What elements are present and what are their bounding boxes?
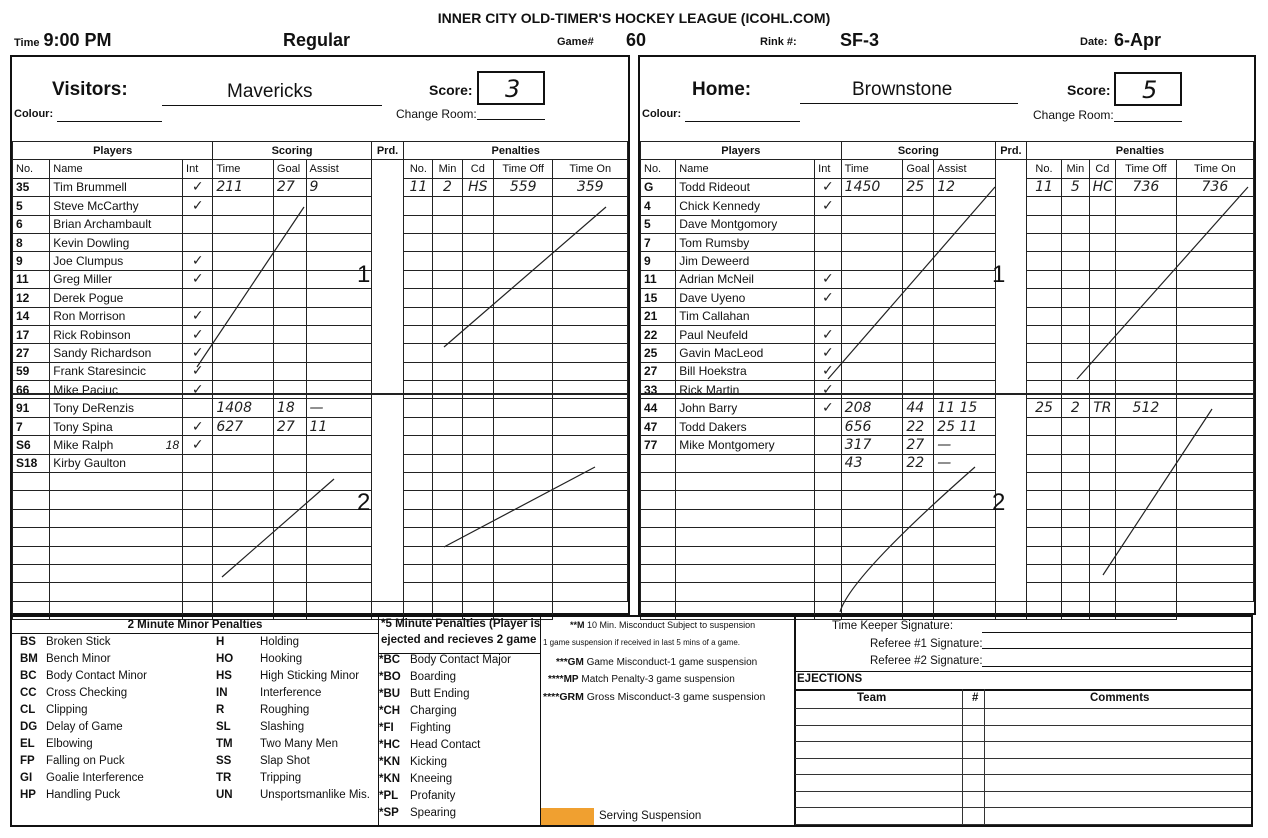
minor-right-desc: Tripping <box>260 772 302 784</box>
player-name: Dave Montgomory <box>676 215 815 233</box>
grm-desc: Gross Misconduct-3 game suspension <box>586 691 766 703</box>
player-int: ✓ <box>183 436 213 454</box>
player-int: ✓ <box>183 252 213 270</box>
goal-assist: 25 11 <box>934 417 996 435</box>
goal-time: 208 <box>841 399 903 417</box>
minor-right-code: TR <box>216 772 232 784</box>
major-code: *FI <box>379 722 394 734</box>
scoring-header: Scoring <box>213 142 371 160</box>
misconduct-m <box>570 620 755 630</box>
minor-left-desc: Body Contact Minor <box>46 670 147 682</box>
major-code: *HC <box>379 739 401 751</box>
player-int: ✓ <box>183 344 213 362</box>
penalty-min: 2 <box>433 178 462 196</box>
player-int: ✓ <box>183 197 213 215</box>
player-no: 4 <box>641 197 676 215</box>
player-no: 15 <box>641 289 676 307</box>
col-no: No. <box>13 160 50 178</box>
minor-right-desc: Unsportsmanlike Mis. <box>260 789 370 801</box>
home-void-strokes <box>640 57 1254 613</box>
col-int: Int <box>183 160 213 178</box>
legend-divider-2 <box>540 617 541 825</box>
col-pno: No. <box>404 160 433 178</box>
player-name: Gavin MacLeod <box>676 344 815 362</box>
player-int: ✓ <box>815 197 841 215</box>
player-no: 14 <box>13 307 50 325</box>
player-int: ✓ <box>815 270 841 288</box>
player-int: ✓ <box>815 362 841 380</box>
scoring-header: Scoring <box>841 142 995 160</box>
major-code: *BU <box>379 688 401 700</box>
player-int: ✓ <box>183 178 213 196</box>
misconduct-m-code: **M <box>570 620 585 630</box>
player-no: G <box>641 178 676 196</box>
prd-header: Prd. <box>995 142 1026 160</box>
col-time-on: Time On <box>1176 160 1253 178</box>
home-score-label: Score: <box>1067 82 1111 98</box>
player-no: S6 <box>13 436 50 454</box>
player-int: ✓ <box>815 344 841 362</box>
goal-time: 1408 <box>213 399 274 417</box>
minor-right-code: H <box>216 636 225 648</box>
goal-time: 317 <box>841 436 903 454</box>
major-code: *KN <box>379 756 401 768</box>
minor-right-desc: Interference <box>260 687 322 699</box>
minor-right-code: UN <box>216 789 233 801</box>
gm-desc: Game Misconduct-1 game suspension <box>586 657 758 668</box>
timekeeper-label: Time Keeper Signature: <box>832 620 954 632</box>
player-name: Dave Uyeno <box>676 289 815 307</box>
col-pno: No. <box>1026 160 1061 178</box>
goal-assist: 11 <box>306 417 371 435</box>
gm-code: ***GM <box>556 657 584 668</box>
col-time-on: Time On <box>553 160 628 178</box>
ejections-header-rule <box>795 689 1251 691</box>
player-name: Todd Dakers <box>676 417 815 435</box>
visitors-panel <box>10 55 630 615</box>
col-time-off: Time Off <box>1116 160 1177 178</box>
player-int: ✓ <box>815 289 841 307</box>
player-name: Rick Robinson <box>50 325 183 343</box>
ejection-col-line <box>984 689 985 825</box>
penalty-min: 5 <box>1062 178 1090 196</box>
mp-row <box>548 674 735 685</box>
visitors-score-label: Score: <box>429 82 473 98</box>
time-value: 9:00 PM <box>43 30 112 50</box>
serving-suspension-label: Serving Suspension <box>599 810 702 822</box>
major-desc: Charging <box>410 705 457 717</box>
minor-right-desc: Roughing <box>260 704 310 716</box>
major-code: *PL <box>379 790 399 802</box>
col-time: Time <box>841 160 903 178</box>
time-label: Time <box>14 37 40 49</box>
ejection-row-line <box>795 741 1251 742</box>
minor-right-code: TM <box>216 738 233 750</box>
player-no: 11 <box>13 270 50 288</box>
goal-time: 627 <box>213 417 274 435</box>
goal-assist: — <box>934 454 996 472</box>
major-desc: Butt Ending <box>410 688 470 700</box>
player-int: ✓ <box>183 417 213 435</box>
rink-value: SF-3 <box>840 30 880 50</box>
prd-header: Prd. <box>371 142 404 160</box>
mp-desc: Match Penalty-3 game suspension <box>581 674 735 685</box>
player-no: 9 <box>641 252 676 270</box>
gm-row <box>556 657 757 668</box>
mp-code: ****MP <box>548 674 579 685</box>
player-name: Adrian McNeil <box>676 270 815 288</box>
home-colour-label: Colour: <box>642 108 682 120</box>
grm-code: ****GRM <box>543 691 584 703</box>
player-no: 25 <box>641 344 676 362</box>
player-name: Jim Deweerd <box>676 252 815 270</box>
minor-left-desc: Elbowing <box>46 738 93 750</box>
player-name: Paul Neufeld <box>676 325 815 343</box>
penalty-no: 11 <box>404 178 433 196</box>
minor-right-code: IN <box>216 687 228 699</box>
minor-right-code: SS <box>216 755 232 767</box>
player-no: 21 <box>641 307 676 325</box>
goal-time: 43 <box>841 454 903 472</box>
minor-left-code: BS <box>20 636 36 648</box>
major-desc: Profanity <box>410 790 456 802</box>
ej-comments-header: Comments <box>1090 692 1150 704</box>
col-goal: Goal <box>903 160 934 178</box>
minor-left-code: BC <box>20 670 37 682</box>
player-name: Mike Paciuc <box>50 381 183 399</box>
goal-time: 656 <box>841 417 903 435</box>
player-name: Tony Spina <box>50 417 183 435</box>
minor-left-desc: Clipping <box>46 704 88 716</box>
player-name: Mike Montgomery <box>676 436 815 454</box>
minor-left-desc: Falling on Puck <box>46 755 125 767</box>
player-name: Chick Kennedy <box>676 197 815 215</box>
goal-scorer: 25 <box>903 178 934 196</box>
goal-assist: 11 15 <box>934 399 996 417</box>
player-int: ✓ <box>183 381 213 399</box>
player-name: Tim Callahan <box>676 307 815 325</box>
penalties-header: Penalties <box>404 142 628 160</box>
player-int: ✓ <box>183 325 213 343</box>
goal-scorer: 22 <box>903 454 934 472</box>
player-name: Derek Pogue <box>50 289 183 307</box>
player-no: 5 <box>13 197 50 215</box>
player-name: Bill Hoekstra <box>676 362 815 380</box>
player-no: 27 <box>13 344 50 362</box>
player-name: Kirby Gaulton <box>50 454 183 472</box>
ej-num-header: # <box>972 692 979 704</box>
player-int: ✓ <box>183 270 213 288</box>
league-title: INNER CITY OLD-TIMER'S HOCKEY LEAGUE (ICOHL.COM) <box>437 10 831 26</box>
minor-left-desc: Broken Stick <box>46 636 111 648</box>
ejections-top-rule <box>795 671 1251 672</box>
minor-right-code: SL <box>216 721 231 733</box>
player-int: ✓ <box>815 325 841 343</box>
minor-right-desc: Holding <box>260 636 299 648</box>
goal-scorer: 27 <box>273 178 306 196</box>
player-name: Ron Morrison <box>50 307 183 325</box>
penalty-legend <box>10 615 1253 827</box>
referee1-label: Referee #1 Signature: <box>870 638 983 650</box>
major-code: *BO <box>379 671 401 683</box>
home-period-2: 2 <box>992 489 1006 516</box>
visitors-team: Mavericks <box>227 81 313 102</box>
col-time: Time <box>213 160 274 178</box>
minor-left-desc: Cross Checking <box>46 687 128 699</box>
penalty-off: 559 <box>494 178 553 196</box>
player-no: 6 <box>13 215 50 233</box>
penalties-header: Penalties <box>1026 142 1253 160</box>
player-no: 22 <box>641 325 676 343</box>
player-no: 66 <box>13 381 50 399</box>
game-value: 60 <box>626 30 647 50</box>
visitors-colour-label: Colour: <box>14 108 54 120</box>
major-desc: Kicking <box>410 756 448 768</box>
penalty-on: 359 <box>553 178 628 196</box>
home-label: Home: <box>692 79 752 100</box>
visitors-period-2: 2 <box>357 489 371 516</box>
major-desc: Kneeing <box>410 773 453 785</box>
minor-right-code: R <box>216 704 225 716</box>
penalty-cd: HC <box>1089 178 1115 196</box>
minor-left-code: DG <box>20 721 38 733</box>
player-no: S18 <box>13 454 50 472</box>
minor-right-code: HO <box>216 653 234 665</box>
ejection-row-line <box>795 774 1251 775</box>
date-label: Date: <box>1080 36 1108 48</box>
player-no: 17 <box>13 325 50 343</box>
minor-right-code: HS <box>216 670 232 682</box>
goal-scorer: 18 <box>273 399 306 417</box>
minor-left-code: EL <box>20 738 35 750</box>
home-score-hand: 5 <box>1142 76 1158 104</box>
player-no: 27 <box>641 362 676 380</box>
player-name: Tom Rumsby <box>676 233 815 251</box>
home-change-room-label: Change Room: <box>1033 108 1114 122</box>
ejection-row-line <box>795 725 1251 726</box>
minor-left-code: HP <box>20 789 36 801</box>
player-name: Joe Clumpus <box>50 252 183 270</box>
player-no: 33 <box>641 381 676 399</box>
major-code: *CH <box>379 705 401 717</box>
major-desc: Spearing <box>410 807 457 819</box>
minor-left-code: BM <box>20 653 38 665</box>
player-name: Tony DeRenzis <box>50 399 183 417</box>
referee1-line <box>982 648 1252 649</box>
grm-row <box>543 691 765 703</box>
col-goal: Goal <box>273 160 306 178</box>
players-header: Players <box>13 142 213 160</box>
major-code: *SP <box>379 807 399 819</box>
major-desc: Boarding <box>410 671 457 683</box>
penalty-off: 512 <box>1116 399 1177 417</box>
col-cd: Cd <box>1089 160 1115 178</box>
player-int: ✓ <box>815 399 841 417</box>
timekeeper-line <box>982 632 1252 633</box>
minor-right-desc: High Sticking Minor <box>260 670 360 682</box>
player-name: Steve McCarthy <box>50 197 183 215</box>
minor-left-desc: Handling Puck <box>46 789 121 801</box>
player-no: 77 <box>641 436 676 454</box>
player-no: 9 <box>13 252 50 270</box>
minor-right-desc: Slashing <box>260 721 305 733</box>
goal-assist: — <box>306 399 371 417</box>
ejection-row-line <box>795 791 1251 792</box>
player-int: ✓ <box>815 178 841 196</box>
game-label: Game# <box>557 36 594 48</box>
misconduct-m-note: 1 game suspension if received in last 5 mins of a game. <box>543 638 740 647</box>
ejection-col-line <box>962 689 963 825</box>
major-desc: Head Contact <box>410 739 481 751</box>
col-cd: Cd <box>462 160 493 178</box>
minor-right-desc: Hooking <box>260 653 303 665</box>
visitors-score-hand: 3 <box>505 75 521 103</box>
player-int: ✓ <box>183 307 213 325</box>
ejection-row-line <box>795 758 1251 759</box>
player-no: 8 <box>13 233 50 251</box>
player-no: 12 <box>13 289 50 307</box>
referee2-label: Referee #2 Signature: <box>870 655 983 667</box>
col-min: Min <box>1062 160 1090 178</box>
goal-scorer: 27 <box>273 417 306 435</box>
player-name: Kevin Dowling <box>50 233 183 251</box>
game-type: Regular <box>283 30 351 50</box>
goal-scorer: 22 <box>903 417 934 435</box>
player-name: Sandy Richardson <box>50 344 183 362</box>
player-name: Tim Brummell <box>50 178 183 196</box>
minor-left-desc: Goalie Interference <box>46 772 144 784</box>
penalty-on: 736 <box>1176 178 1253 196</box>
player-no: 7 <box>641 233 676 251</box>
penalty-cd: TR <box>1089 399 1115 417</box>
col-assist: Assist <box>934 160 996 178</box>
player-name: Brian Archambault <box>50 215 183 233</box>
minor-left-code: GI <box>20 772 33 784</box>
col-name: Name <box>676 160 815 178</box>
minor-left-code: CL <box>20 704 36 716</box>
goal-assist: 9 <box>306 178 371 196</box>
player-no: 91 <box>13 399 50 417</box>
col-min: Min <box>433 160 462 178</box>
player-no: 11 <box>641 270 676 288</box>
col-assist: Assist <box>306 160 371 178</box>
major-code: *KN <box>379 773 401 785</box>
ejections-title: EJECTIONS <box>797 673 863 685</box>
col-int: Int <box>815 160 841 178</box>
penalty-no: 11 <box>1026 178 1061 196</box>
goal-assist: 12 <box>934 178 996 196</box>
referee2-line <box>982 666 1252 667</box>
visitors-void-strokes <box>12 57 628 613</box>
players-header: Players <box>641 142 842 160</box>
rink-label: Rink #: <box>760 36 797 48</box>
serving-suspension-swatch <box>541 808 594 825</box>
minor-right-desc: Two Many Men <box>260 738 338 750</box>
major-code: *BC <box>379 654 401 666</box>
col-no: No. <box>641 160 676 178</box>
visitors-label: Visitors: <box>52 79 128 100</box>
ejection-row-line <box>795 807 1251 808</box>
visitors-period-1: 1 <box>357 261 371 288</box>
player-note: 18 <box>165 437 180 452</box>
col-name: Name <box>50 160 183 178</box>
player-name: Todd Rideout <box>676 178 815 196</box>
goal-assist: — <box>934 436 996 454</box>
home-panel <box>638 55 1256 615</box>
player-no: 47 <box>641 417 676 435</box>
player-no: 35 <box>13 178 50 196</box>
visitors-change-room-label: Change Room: <box>396 107 477 121</box>
player-no: 44 <box>641 399 676 417</box>
minor-left-code: CC <box>20 687 37 699</box>
penalty-no: 25 <box>1026 399 1061 417</box>
player-name: Mike Ralph 18 <box>50 436 183 454</box>
misconduct-m-desc: 10 Min. Misconduct Subject to suspension <box>587 620 756 630</box>
minor-left-desc: Bench Minor <box>46 653 111 665</box>
player-name: Rick Martin <box>676 381 815 399</box>
minor-title: 2 Minute Minor Penalties <box>12 617 378 634</box>
ej-team-header: Team <box>857 692 887 704</box>
penalty-cd: HS <box>462 178 493 196</box>
ejection-row-line <box>795 708 1251 709</box>
penalty-off: 736 <box>1116 178 1177 196</box>
date-value: 6-Apr <box>1114 30 1162 50</box>
major-desc: Fighting <box>410 722 451 734</box>
home-team: Brownstone <box>852 79 953 100</box>
minor-right-desc: Slap Shot <box>260 755 310 767</box>
goal-time: 211 <box>213 178 274 196</box>
player-int: ✓ <box>183 362 213 380</box>
ejection-row-line <box>795 824 1251 825</box>
col-time-off: Time Off <box>494 160 553 178</box>
player-name: Greg Miller <box>50 270 183 288</box>
player-name: Frank Staresincic <box>50 362 183 380</box>
goal-time: 1450 <box>841 178 903 196</box>
player-name: John Barry <box>676 399 815 417</box>
home-period-1: 1 <box>992 261 1006 288</box>
major-title-2: ejected and recieves 2 game <box>381 634 537 646</box>
player-int: ✓ <box>815 381 841 399</box>
player-no: 5 <box>641 215 676 233</box>
minor-left-desc: Delay of Game <box>46 721 123 733</box>
penalty-min: 2 <box>1062 399 1090 417</box>
goal-scorer: 27 <box>903 436 934 454</box>
major-title-1: *5 Minute Penalties (Player is <box>381 618 541 630</box>
time-field <box>14 30 112 51</box>
player-no: 59 <box>13 362 50 380</box>
goal-scorer: 44 <box>903 399 934 417</box>
major-desc: Body Contact Major <box>410 654 511 666</box>
legend-divider-3 <box>794 617 796 825</box>
player-no: 7 <box>13 417 50 435</box>
minor-left-code: FP <box>20 755 35 767</box>
